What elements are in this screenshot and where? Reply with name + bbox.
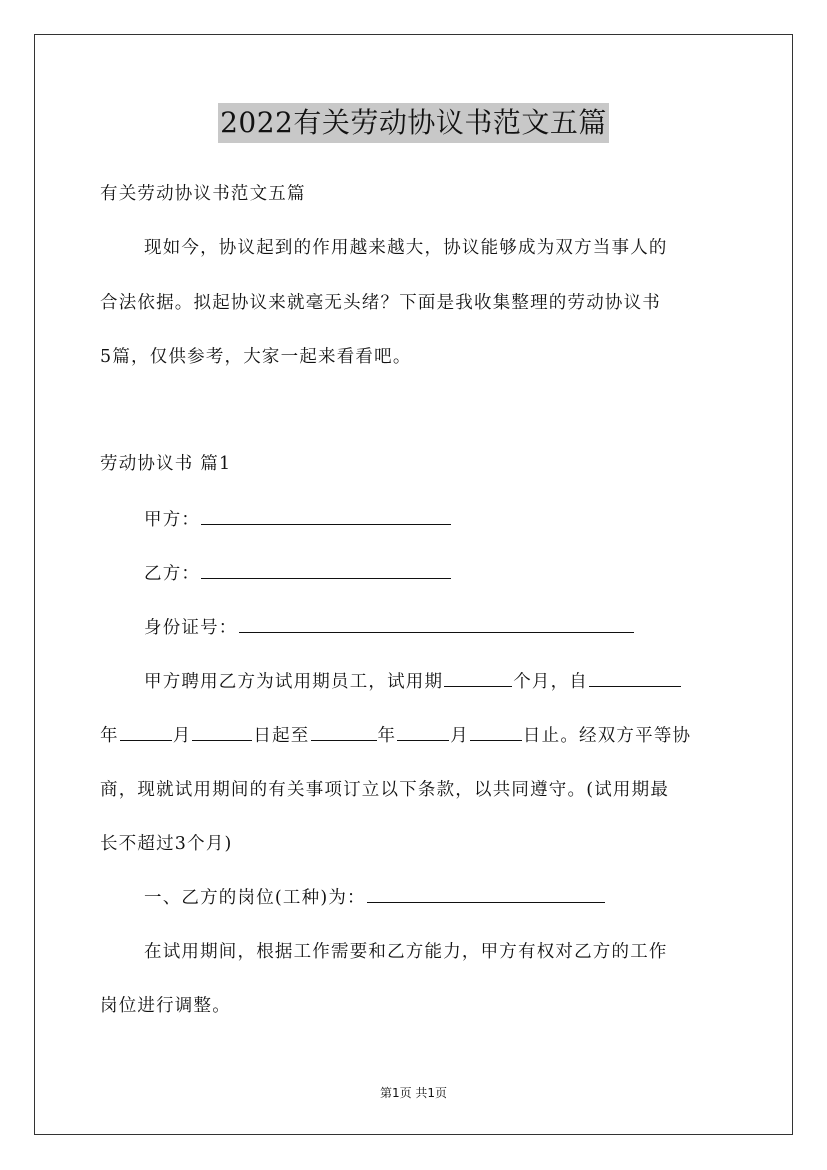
title-container bbox=[0, 103, 827, 143]
party-a-row bbox=[144, 508, 784, 532]
employment-text-2e: 月 bbox=[450, 726, 469, 746]
end-day-blank bbox=[470, 724, 522, 741]
page-footer: 第1页 共1页 bbox=[379, 1086, 448, 1100]
id-label: 身份证号： bbox=[144, 618, 238, 638]
employment-line-4: 长不超过3个月) bbox=[100, 834, 233, 854]
employment-line-2 bbox=[100, 724, 740, 748]
document-title: 2022有关劳动协议书范文五篇 bbox=[218, 103, 609, 143]
employment-text-2c: 日起至 bbox=[253, 726, 310, 746]
clause-1-text-line-1: 在试用期间，根据工作需要和乙方能力，甲方有权对乙方的工作 bbox=[144, 942, 668, 962]
position-blank bbox=[367, 886, 605, 903]
employment-text-2d: 年 bbox=[377, 726, 397, 746]
clause-1-row bbox=[144, 886, 784, 910]
intro-line-3: 5篇，仅供参考，大家一起来看看吧。 bbox=[100, 347, 412, 367]
employment-text-2f: 日止。经双方平等协 bbox=[522, 726, 692, 746]
employment-line-1 bbox=[144, 670, 784, 694]
end-month-blank bbox=[397, 724, 449, 741]
months-blank bbox=[444, 670, 512, 687]
id-row bbox=[144, 616, 784, 640]
clause-1-label: 一、乙方的岗位(工种)为： bbox=[144, 888, 366, 908]
intro-line-1: 现如今，协议起到的作用越来越大，协议能够成为双方当事人的 bbox=[144, 238, 668, 258]
intro-line-2: 合法依据。拟起协议来就毫无头绪？下面是我收集整理的劳动协议书 bbox=[100, 293, 661, 313]
party-a-label: 甲方： bbox=[144, 510, 201, 530]
party-a-blank bbox=[201, 508, 451, 525]
employment-line-3: 商，现就试用期间的有关事项订立以下条款，以共同遵守。(试用期最 bbox=[100, 780, 670, 800]
start-day-blank bbox=[192, 724, 252, 741]
party-b-label: 乙方： bbox=[144, 564, 201, 584]
party-b-blank bbox=[201, 562, 451, 579]
employment-text-2b: 月 bbox=[172, 726, 192, 746]
employment-text-1b: 个月，自 bbox=[513, 672, 589, 692]
start-year-blank bbox=[589, 670, 681, 687]
id-blank bbox=[239, 616, 634, 633]
employment-text-1a: 甲方聘用乙方为试用期员工，试用期 bbox=[144, 672, 444, 692]
end-year-blank bbox=[311, 724, 377, 741]
clause-1-text-line-2: 岗位进行调整。 bbox=[100, 996, 231, 1016]
party-b-row bbox=[144, 562, 784, 586]
employment-text-2a: 年 bbox=[100, 726, 119, 746]
start-month-blank bbox=[120, 724, 172, 741]
subtitle: 有关劳动协议书范文五篇 bbox=[100, 184, 306, 204]
section-heading: 劳动协议书 篇1 bbox=[100, 454, 232, 474]
